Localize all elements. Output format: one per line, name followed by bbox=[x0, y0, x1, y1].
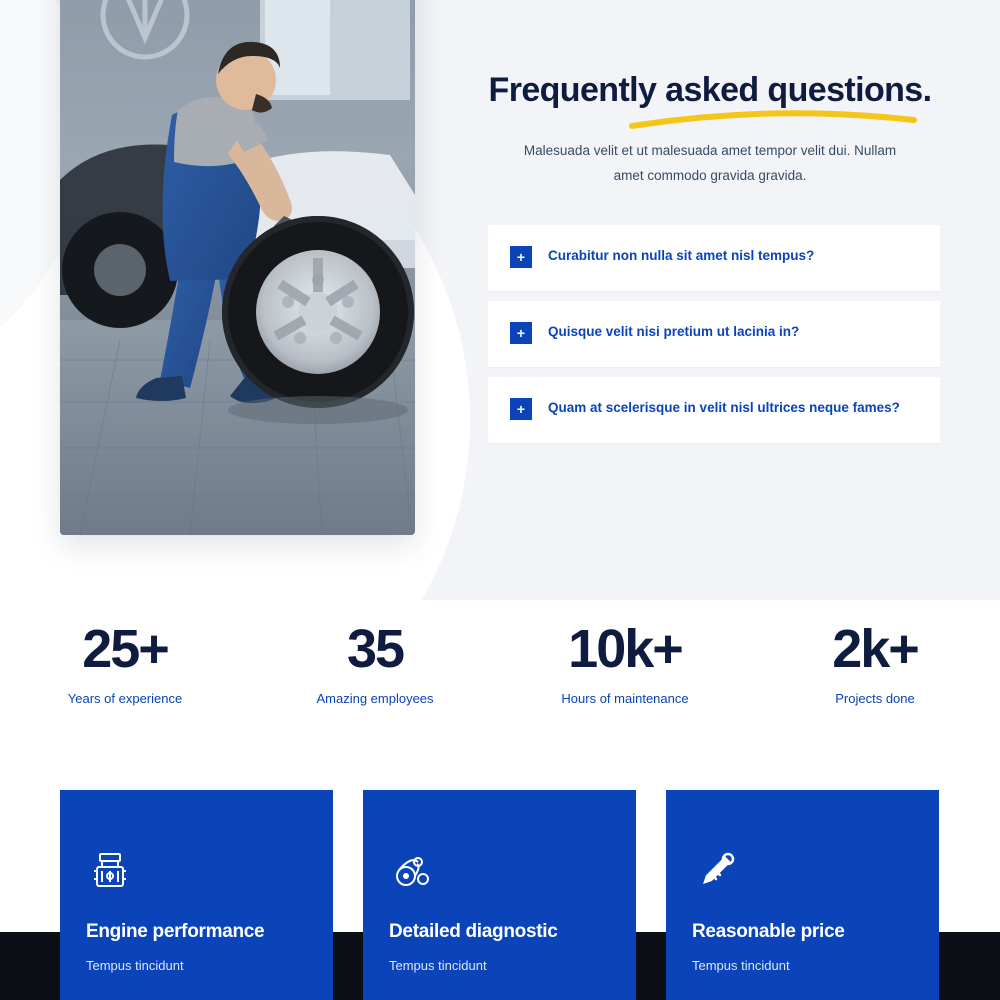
faq-item[interactable] bbox=[488, 377, 940, 443]
plus-icon[interactable]: + bbox=[510, 246, 532, 268]
faq-item[interactable] bbox=[488, 225, 940, 291]
service-card-subtitle: Tempus tincidunt bbox=[86, 957, 184, 973]
faq-subtitle: Malesuada velit et ut malesuada amet tempor velit dui. Nullam amet commodo gravida gravida. bbox=[523, 143, 897, 184]
stat-label: Years of experience bbox=[67, 691, 183, 707]
service-card-title: Engine performance bbox=[86, 921, 265, 942]
service-card-list bbox=[60, 790, 940, 1000]
faq-item[interactable] bbox=[488, 301, 940, 367]
faq-question-label: Curabitur non nulla sit amet nisl tempus? bbox=[548, 248, 815, 264]
service-card-subtitle: Tempus tincidunt bbox=[692, 957, 790, 973]
service-card[interactable] bbox=[363, 790, 636, 1000]
key-icon bbox=[692, 846, 913, 898]
stat-item bbox=[250, 600, 500, 790]
stat-value: 10k+ bbox=[568, 619, 682, 679]
stat-item bbox=[750, 600, 1000, 790]
faq-question-label: Quam at scelerisque in velit nisl ultrices neque fames? bbox=[548, 400, 900, 416]
faq-content bbox=[460, 0, 960, 453]
stat-item bbox=[0, 600, 250, 790]
engine-icon bbox=[86, 846, 307, 898]
service-card[interactable] bbox=[666, 790, 939, 1000]
service-card[interactable] bbox=[60, 790, 333, 1000]
faq-question-label: Quisque velit nisi pretium ut lacinia in? bbox=[548, 324, 800, 340]
faq-heading-wrap bbox=[460, 0, 960, 109]
page-title: Frequently asked questions. bbox=[488, 71, 932, 109]
stat-value: 2k+ bbox=[832, 619, 918, 679]
stat-label: Projects done bbox=[835, 691, 915, 707]
stat-item bbox=[500, 600, 750, 790]
services-section bbox=[0, 790, 1000, 1000]
plus-icon[interactable]: + bbox=[510, 322, 532, 344]
service-card-title: Reasonable price bbox=[692, 921, 845, 942]
mechanic-photo bbox=[60, 0, 415, 535]
stat-label: Hours of maintenance bbox=[561, 691, 689, 707]
stats-section bbox=[0, 600, 1000, 790]
plus-icon[interactable]: + bbox=[510, 398, 532, 420]
faq-list bbox=[488, 225, 940, 443]
stat-value: 35 bbox=[346, 619, 404, 679]
stat-label: Amazing employees bbox=[316, 691, 434, 707]
service-card-title: Detailed diagnostic bbox=[389, 921, 558, 942]
belt-drive-icon bbox=[389, 846, 610, 898]
service-card-subtitle: Tempus tincidunt bbox=[389, 957, 487, 973]
stat-value: 25+ bbox=[82, 619, 168, 679]
title-underline-decoration bbox=[628, 108, 918, 132]
